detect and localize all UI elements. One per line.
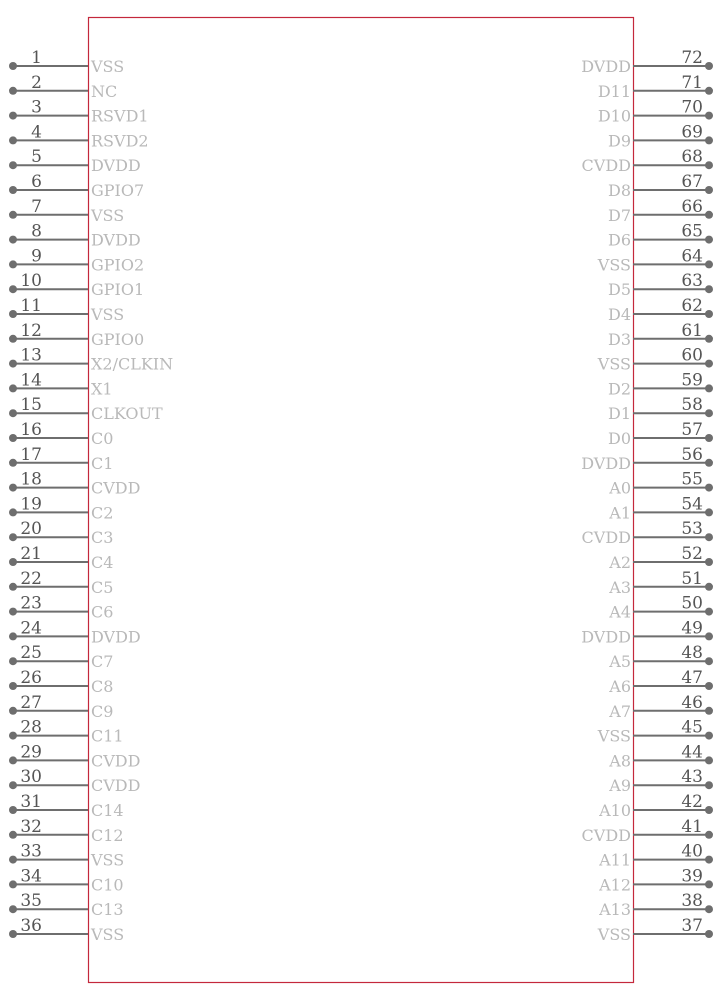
pin-number: 60 bbox=[681, 345, 703, 366]
pin-endpoint bbox=[9, 260, 17, 268]
pin-number: 11 bbox=[20, 296, 42, 316]
pin-24 bbox=[9, 618, 141, 646]
pin-endpoint bbox=[9, 484, 17, 492]
pin-30 bbox=[9, 767, 140, 795]
pin-12 bbox=[9, 321, 144, 349]
pin-40 bbox=[598, 842, 713, 870]
pin-47 bbox=[608, 668, 713, 696]
pin-number: 20 bbox=[20, 519, 42, 540]
pin-name: DVDD bbox=[581, 57, 631, 76]
pin-name: D4 bbox=[607, 305, 631, 324]
pin-endpoint bbox=[705, 434, 713, 442]
pin-13 bbox=[9, 346, 173, 374]
pin-33 bbox=[9, 842, 124, 870]
pin-name: CVDD bbox=[581, 156, 631, 176]
pin-name: DVDD bbox=[91, 156, 141, 176]
pin-3 bbox=[9, 98, 149, 126]
pin-18 bbox=[9, 470, 140, 498]
pin-number: 25 bbox=[20, 643, 42, 664]
pin-number: 50 bbox=[681, 593, 703, 614]
pin-number: 70 bbox=[681, 97, 703, 118]
pin-endpoint bbox=[9, 930, 17, 938]
pin-64 bbox=[597, 246, 713, 274]
pin-number: 63 bbox=[681, 271, 703, 292]
pin-number: 64 bbox=[681, 246, 703, 267]
pin-9 bbox=[9, 246, 144, 274]
pin-endpoint bbox=[9, 161, 17, 169]
pin-name: D9 bbox=[607, 131, 631, 151]
pin-name: RSVD1 bbox=[91, 106, 149, 126]
pin-name: DVDD bbox=[91, 230, 141, 250]
pin-name: A1 bbox=[609, 503, 631, 523]
pin-endpoint bbox=[705, 558, 713, 566]
pin-number: 35 bbox=[20, 891, 42, 912]
pin-number: 40 bbox=[681, 841, 703, 862]
pin-endpoint bbox=[9, 806, 17, 814]
pin-number: 34 bbox=[20, 866, 42, 887]
pin-31 bbox=[9, 792, 124, 820]
pin-name: C8 bbox=[91, 677, 114, 696]
pin-name: A3 bbox=[609, 577, 631, 597]
pin-5 bbox=[9, 147, 141, 175]
pin-1 bbox=[9, 48, 124, 76]
pin-number: 28 bbox=[20, 717, 42, 738]
pin-name: C1 bbox=[91, 453, 114, 473]
pin-43 bbox=[608, 767, 713, 795]
pin-49 bbox=[581, 618, 713, 646]
pin-name: VSS bbox=[597, 354, 631, 374]
pin-endpoint bbox=[9, 236, 17, 244]
pin-name: DVDD bbox=[581, 627, 631, 647]
left-pin-group bbox=[9, 48, 173, 944]
pin-number: 45 bbox=[681, 717, 703, 738]
pin-number: 48 bbox=[681, 643, 703, 664]
pin-endpoint bbox=[705, 459, 713, 467]
pin-20 bbox=[9, 519, 113, 547]
pin-number: 51 bbox=[681, 568, 703, 589]
pin-name: A9 bbox=[609, 776, 631, 796]
pin-number: 32 bbox=[20, 816, 42, 837]
pin-number: 24 bbox=[20, 618, 42, 639]
pin-number: 67 bbox=[681, 172, 703, 192]
pin-name: GPIO0 bbox=[91, 329, 145, 349]
pin-name: GPIO7 bbox=[91, 181, 145, 200]
pin-name: CVDD bbox=[91, 776, 141, 796]
pin-endpoint bbox=[705, 87, 713, 95]
pin-number: 39 bbox=[681, 866, 703, 887]
pin-endpoint bbox=[9, 732, 17, 740]
pin-71 bbox=[598, 73, 713, 101]
pin-11 bbox=[9, 296, 124, 324]
pin-endpoint bbox=[705, 409, 713, 417]
pin-number: 5 bbox=[31, 147, 42, 168]
pin-endpoint bbox=[705, 707, 713, 715]
pin-name: C3 bbox=[91, 528, 114, 548]
pin-36 bbox=[9, 916, 124, 944]
pin-28 bbox=[9, 718, 124, 746]
pin-number: 66 bbox=[681, 196, 703, 217]
pin-65 bbox=[608, 222, 713, 250]
pin-number: 56 bbox=[681, 444, 703, 465]
pin-57 bbox=[608, 420, 713, 448]
pin-10 bbox=[9, 271, 144, 299]
pin-66 bbox=[608, 197, 713, 225]
pin-number: 8 bbox=[31, 221, 42, 242]
pin-name: A2 bbox=[609, 553, 631, 572]
pin-name: A7 bbox=[609, 701, 631, 721]
pin-endpoint bbox=[705, 657, 713, 665]
pin-16 bbox=[9, 420, 113, 448]
pin-number: 57 bbox=[681, 420, 703, 440]
pin-name: A8 bbox=[609, 751, 631, 771]
pin-name: D11 bbox=[597, 81, 631, 101]
pin-number: 72 bbox=[681, 48, 703, 68]
pin-number: 9 bbox=[31, 246, 42, 267]
pin-number: 33 bbox=[20, 841, 42, 862]
pin-endpoint bbox=[705, 260, 713, 268]
pin-name: D10 bbox=[597, 106, 631, 126]
pin-endpoint bbox=[9, 310, 17, 318]
pin-endpoint bbox=[9, 211, 17, 219]
pin-number: 1 bbox=[31, 48, 42, 68]
pin-70 bbox=[598, 98, 713, 126]
pin-endpoint bbox=[9, 112, 17, 120]
pin-name: CVDD bbox=[91, 751, 141, 771]
pin-name: GPIO2 bbox=[91, 255, 145, 275]
pin-42 bbox=[598, 792, 713, 820]
pin-name: A5 bbox=[609, 652, 631, 672]
pin-endpoint bbox=[9, 434, 17, 442]
pin-endpoint bbox=[9, 583, 17, 591]
pin-number: 54 bbox=[681, 494, 703, 515]
pin-endpoint bbox=[9, 682, 17, 690]
pin-number: 19 bbox=[20, 494, 42, 515]
pin-name: C4 bbox=[91, 553, 114, 572]
pin-27 bbox=[9, 693, 113, 721]
pin-endpoint bbox=[705, 360, 713, 368]
pin-59 bbox=[608, 370, 713, 398]
pin-name: C13 bbox=[91, 900, 124, 920]
pin-name: D3 bbox=[607, 329, 631, 349]
pin-name: VSS bbox=[597, 726, 631, 746]
pin-name: A6 bbox=[609, 677, 631, 696]
pin-endpoint bbox=[9, 285, 17, 293]
pin-number: 16 bbox=[20, 420, 42, 440]
pin-number: 38 bbox=[681, 891, 703, 912]
pin-number: 36 bbox=[20, 916, 42, 936]
pin-22 bbox=[9, 569, 113, 597]
pin-name: X1 bbox=[91, 379, 113, 399]
pin-number: 44 bbox=[681, 742, 703, 763]
pin-41 bbox=[582, 817, 713, 845]
pin-19 bbox=[9, 494, 113, 522]
pin-name: C6 bbox=[91, 602, 114, 622]
pin-endpoint bbox=[705, 682, 713, 690]
pin-4 bbox=[9, 122, 149, 150]
pin-name: RSVD2 bbox=[91, 131, 149, 151]
pin-endpoint bbox=[9, 87, 17, 95]
pin-number: 31 bbox=[20, 792, 42, 812]
pin-number: 12 bbox=[20, 320, 42, 341]
pin-name: A12 bbox=[599, 875, 631, 895]
pin-endpoint bbox=[705, 112, 713, 120]
pin-endpoint bbox=[9, 136, 17, 144]
pin-name: X2/CLKIN bbox=[91, 354, 174, 374]
pin-name: A13 bbox=[599, 900, 631, 920]
pin-number: 2 bbox=[31, 72, 42, 93]
pin-name: CVDD bbox=[581, 528, 631, 548]
pin-endpoint bbox=[705, 756, 713, 764]
pin-endpoint bbox=[9, 856, 17, 864]
pin-name: D2 bbox=[607, 379, 631, 399]
pin-number: 4 bbox=[31, 122, 42, 143]
pin-number: 65 bbox=[681, 221, 703, 242]
pin-number: 49 bbox=[681, 618, 703, 639]
pin-67 bbox=[608, 172, 713, 200]
pin-number: 26 bbox=[20, 668, 42, 688]
pin-number: 55 bbox=[681, 469, 703, 490]
pin-name: D6 bbox=[607, 230, 631, 250]
pin-endpoint bbox=[9, 905, 17, 913]
pin-name: A11 bbox=[599, 850, 631, 870]
pin-name: GPIO1 bbox=[91, 280, 145, 300]
pin-number: 3 bbox=[31, 97, 42, 118]
pin-48 bbox=[608, 643, 713, 671]
pin-name: CVDD bbox=[91, 478, 141, 498]
pin-50 bbox=[608, 594, 713, 622]
pin-name: D0 bbox=[607, 429, 631, 448]
pin-58 bbox=[608, 395, 713, 423]
pin-number: 7 bbox=[31, 196, 42, 217]
pin-name: CVDD bbox=[581, 825, 631, 845]
pin-endpoint bbox=[9, 384, 17, 392]
pin-number: 14 bbox=[20, 370, 42, 391]
pin-7 bbox=[9, 197, 124, 225]
pin-endpoint bbox=[705, 732, 713, 740]
pin-endpoint bbox=[9, 657, 17, 665]
pin-endpoint bbox=[705, 136, 713, 144]
pin-number: 47 bbox=[681, 668, 703, 688]
pin-72 bbox=[581, 48, 713, 76]
pin-endpoint bbox=[705, 211, 713, 219]
pin-name: D1 bbox=[607, 404, 631, 424]
pin-number: 53 bbox=[681, 519, 703, 540]
pin-number: 58 bbox=[681, 395, 703, 416]
right-pin-group bbox=[581, 48, 713, 944]
pin-number: 68 bbox=[681, 147, 703, 168]
pin-number: 6 bbox=[31, 172, 42, 192]
pin-endpoint bbox=[9, 707, 17, 715]
pin-51 bbox=[608, 569, 713, 597]
pin-number: 69 bbox=[681, 122, 703, 143]
pin-38 bbox=[598, 891, 713, 919]
pin-45 bbox=[597, 718, 713, 746]
pin-name: VSS bbox=[91, 57, 125, 76]
pin-15 bbox=[9, 395, 163, 423]
pin-name: C0 bbox=[91, 429, 114, 448]
pin-endpoint bbox=[705, 533, 713, 541]
pin-name: VSS bbox=[91, 925, 125, 944]
pin-52 bbox=[608, 544, 713, 572]
pin-name: VSS bbox=[91, 205, 125, 225]
pin-name: VSS bbox=[597, 255, 631, 275]
pin-35 bbox=[9, 891, 124, 919]
pin-number: 71 bbox=[681, 72, 703, 93]
pin-23 bbox=[9, 594, 113, 622]
pin-endpoint bbox=[9, 360, 17, 368]
pin-6 bbox=[9, 172, 144, 200]
pin-number: 37 bbox=[681, 916, 703, 936]
pin-endpoint bbox=[9, 409, 17, 417]
pin-endpoint bbox=[9, 558, 17, 566]
pin-endpoint bbox=[705, 880, 713, 888]
pin-number: 43 bbox=[681, 767, 703, 788]
pin-endpoint bbox=[9, 756, 17, 764]
pin-46 bbox=[608, 693, 713, 721]
component-body bbox=[89, 18, 634, 983]
pin-endpoint bbox=[9, 186, 17, 194]
pin-endpoint bbox=[705, 186, 713, 194]
pin-number: 23 bbox=[20, 593, 42, 614]
pin-endpoint bbox=[705, 384, 713, 392]
pin-44 bbox=[608, 742, 713, 770]
pin-endpoint bbox=[705, 161, 713, 169]
pin-endpoint bbox=[705, 905, 713, 913]
pin-endpoint bbox=[705, 930, 713, 938]
pin-number: 46 bbox=[681, 692, 703, 713]
pin-name: C12 bbox=[91, 825, 124, 845]
pin-number: 61 bbox=[681, 320, 703, 341]
pin-endpoint bbox=[705, 632, 713, 640]
pin-name: VSS bbox=[91, 850, 125, 870]
pin-name: D5 bbox=[607, 280, 631, 300]
pin-68 bbox=[582, 147, 713, 175]
pin-number: 29 bbox=[20, 742, 42, 763]
pin-69 bbox=[608, 122, 713, 150]
pin-60 bbox=[597, 346, 713, 374]
pin-endpoint bbox=[705, 62, 713, 70]
pin-name: C9 bbox=[91, 701, 114, 721]
pin-34 bbox=[9, 866, 124, 894]
pin-endpoint bbox=[705, 508, 713, 516]
pin-endpoint bbox=[9, 781, 17, 789]
pin-number: 17 bbox=[20, 444, 42, 465]
pin-name: C10 bbox=[91, 875, 124, 895]
pin-54 bbox=[608, 494, 713, 522]
pin-number: 59 bbox=[681, 370, 703, 391]
pin-32 bbox=[9, 817, 124, 845]
pin-name: VSS bbox=[91, 305, 125, 324]
pin-number: 21 bbox=[20, 544, 42, 564]
pin-62 bbox=[608, 296, 713, 324]
pin-14 bbox=[9, 370, 113, 398]
pin-endpoint bbox=[705, 335, 713, 343]
pin-name: DVDD bbox=[91, 627, 141, 647]
pin-endpoint bbox=[705, 484, 713, 492]
pin-endpoint bbox=[9, 508, 17, 516]
pin-63 bbox=[608, 271, 713, 299]
pin-26 bbox=[9, 668, 113, 696]
pin-number: 13 bbox=[20, 345, 42, 366]
pin-number: 15 bbox=[20, 395, 42, 416]
pin-endpoint bbox=[705, 831, 713, 839]
pin-number: 42 bbox=[681, 792, 703, 812]
pin-17 bbox=[9, 445, 113, 473]
pin-name: C5 bbox=[91, 577, 114, 597]
pin-name: A0 bbox=[609, 478, 631, 498]
pin-number: 52 bbox=[681, 544, 703, 564]
pin-name: CLKOUT bbox=[91, 404, 163, 424]
pin-name: D8 bbox=[607, 181, 631, 200]
pin-53 bbox=[582, 519, 713, 547]
pin-number: 62 bbox=[681, 296, 703, 316]
pin-number: 41 bbox=[681, 816, 703, 837]
pin-name: NC bbox=[91, 81, 118, 101]
pin-2 bbox=[9, 73, 117, 101]
pin-61 bbox=[608, 321, 713, 349]
pin-endpoint bbox=[9, 335, 17, 343]
pin-endpoint bbox=[9, 632, 17, 640]
pin-endpoint bbox=[9, 608, 17, 616]
pin-39 bbox=[598, 866, 713, 894]
pin-number: 18 bbox=[20, 469, 42, 490]
pin-25 bbox=[9, 643, 113, 671]
pin-8 bbox=[9, 222, 141, 250]
pin-name: C14 bbox=[91, 801, 124, 820]
pin-name: C7 bbox=[91, 652, 114, 672]
pin-21 bbox=[9, 544, 113, 572]
pin-number: 22 bbox=[20, 568, 42, 589]
pin-endpoint bbox=[9, 880, 17, 888]
pin-endpoint bbox=[705, 236, 713, 244]
pin-endpoint bbox=[705, 781, 713, 789]
pin-number: 10 bbox=[20, 271, 42, 292]
pin-endpoint bbox=[9, 831, 17, 839]
pin-55 bbox=[608, 470, 713, 498]
pin-name: A4 bbox=[609, 602, 631, 622]
pin-endpoint bbox=[9, 62, 17, 70]
pin-number: 30 bbox=[20, 767, 42, 788]
pin-endpoint bbox=[705, 608, 713, 616]
pin-endpoint bbox=[9, 459, 17, 467]
pin-56 bbox=[581, 445, 713, 473]
pin-name: C11 bbox=[91, 726, 124, 746]
pin-29 bbox=[9, 742, 140, 770]
pin-endpoint bbox=[705, 310, 713, 318]
pin-37 bbox=[597, 916, 713, 944]
pin-endpoint bbox=[9, 533, 17, 541]
pin-name: A10 bbox=[599, 801, 631, 820]
pin-endpoint bbox=[705, 856, 713, 864]
pin-name: DVDD bbox=[581, 453, 631, 473]
pin-name: VSS bbox=[597, 925, 631, 944]
pin-endpoint bbox=[705, 285, 713, 293]
pin-name: C2 bbox=[91, 503, 114, 523]
pin-endpoint bbox=[705, 583, 713, 591]
pin-name: D7 bbox=[607, 205, 631, 225]
pin-number: 27 bbox=[20, 692, 42, 713]
pin-endpoint bbox=[705, 806, 713, 814]
